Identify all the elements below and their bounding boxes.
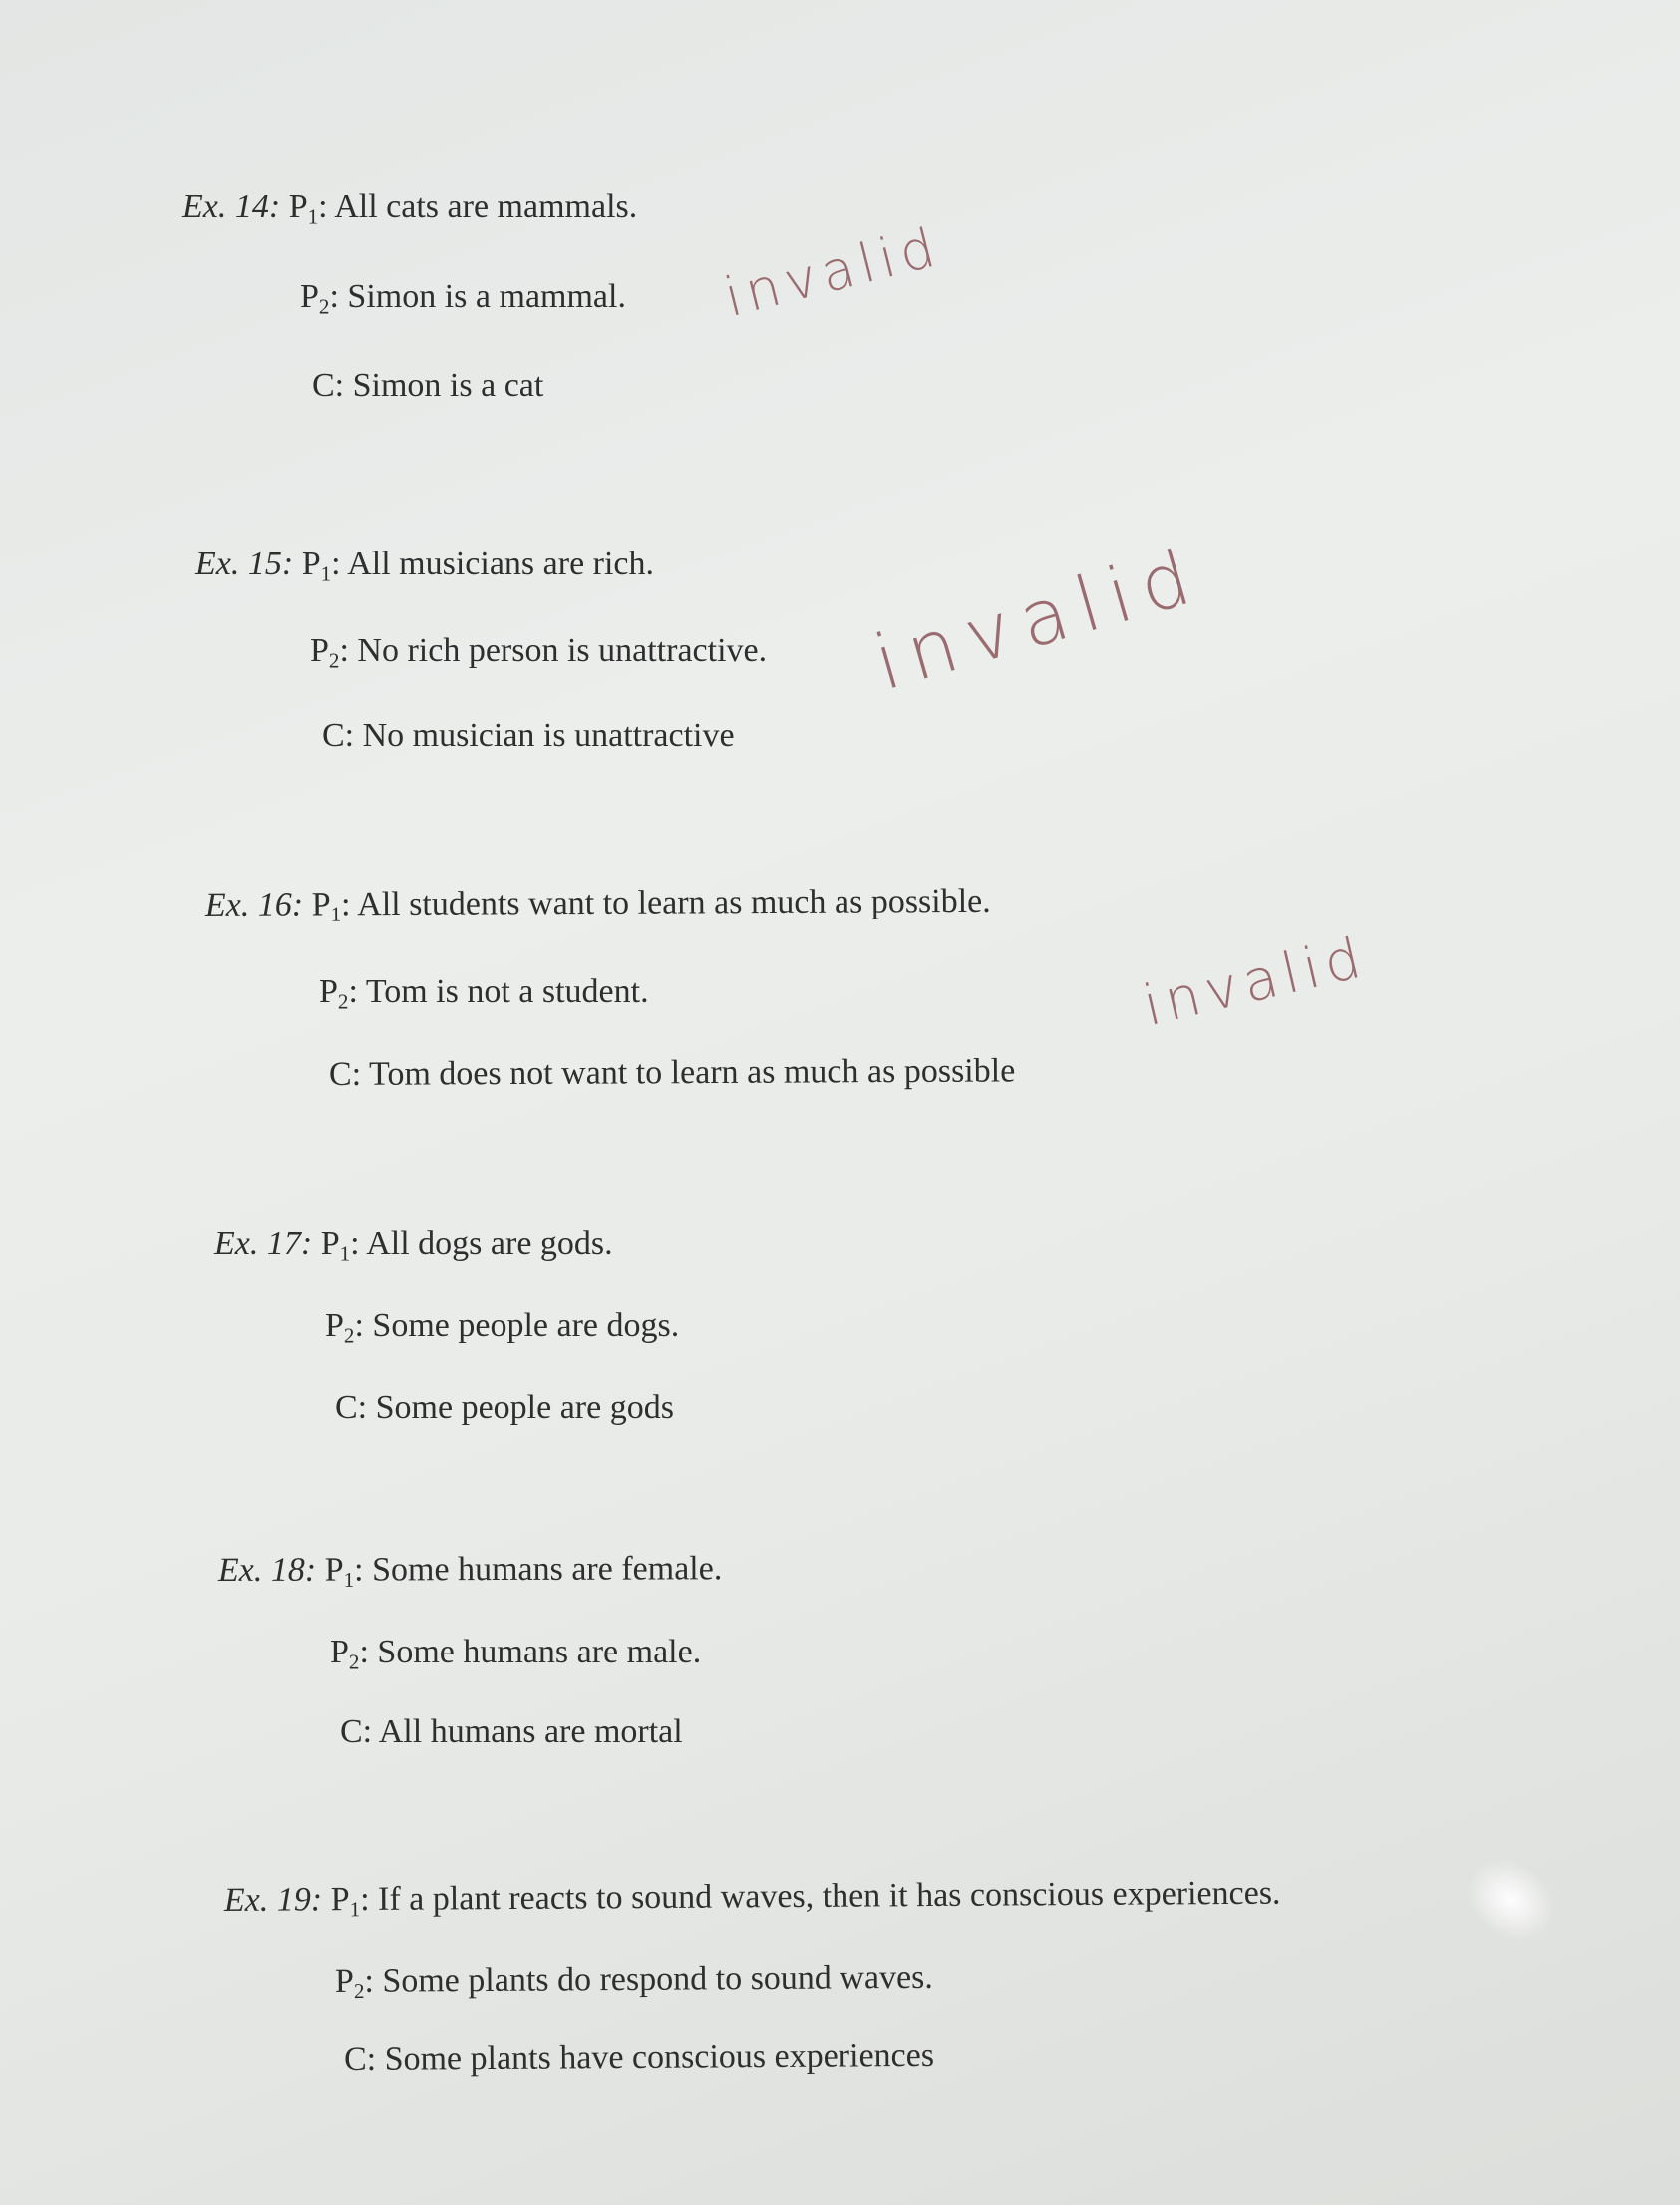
ex16-premise-1: Ex. 16: $P_1$: All students want to learn as much as possible. (204, 882, 991, 926)
ex14-premise-2: $P_2$: Simon is a mammal. (300, 278, 626, 319)
ex15-conclusion: C: No musician is unattractive (322, 717, 735, 754)
ex19-premise-1: Ex. 19: $P_1$: If a plant reacts to sound waves, then it has conscious experiences. (223, 1874, 1281, 1922)
ex14-label: Ex. 14: (182, 188, 281, 225)
ex19-conclusion: C: Some plants have conscious experiences (343, 2036, 935, 2078)
ex18-premise-1: Ex. 18: $P_1$: Some humans are female. (217, 1550, 723, 1592)
ex18-premise-2: $P_2$: Some humans are male. (330, 1634, 702, 1674)
ex14-premise-1: Ex. 14: $P_1$: All cats are mammals. (182, 188, 638, 229)
ex17-label: Ex. 17: (214, 1225, 313, 1262)
ex15-premise-1: Ex. 15: $P_1$: All musicians are rich. (195, 546, 655, 586)
ex19-premise-2: $P_2$: Some plants do respond to sound waves. (334, 1958, 933, 2004)
light-glare (1454, 1846, 1567, 1955)
ex19-label: Ex. 19: (223, 1881, 323, 1919)
ex18-conclusion: C: All humans are mortal (340, 1713, 683, 1750)
ex15-handwritten-verdict: invalid (864, 530, 1211, 708)
ex17-premise-2: $P_2$: Some people are dogs. (325, 1307, 680, 1348)
ex14-handwritten-verdict: invalid (718, 214, 947, 330)
ex15-label: Ex. 15: (195, 546, 294, 582)
ex14-conclusion: C: Simon is a cat (312, 367, 544, 404)
ex15-premise-2: $P_2$: No rich person is unattractive. (310, 632, 768, 673)
ex17-premise-1: Ex. 17: $P_1$: All dogs are gods. (214, 1225, 613, 1266)
ex18-label: Ex. 18: (217, 1551, 317, 1589)
ex17-conclusion: C: Some people are gods (335, 1389, 674, 1426)
ex16-conclusion: C: Tom does not want to learn as much as possible (328, 1052, 1016, 1093)
ex16-handwritten-verdict: invalid (1137, 924, 1373, 1040)
ex16-premise-2: $P_2$: Tom is not a student. (319, 973, 649, 1014)
ex16-label: Ex. 16: (204, 886, 304, 923)
